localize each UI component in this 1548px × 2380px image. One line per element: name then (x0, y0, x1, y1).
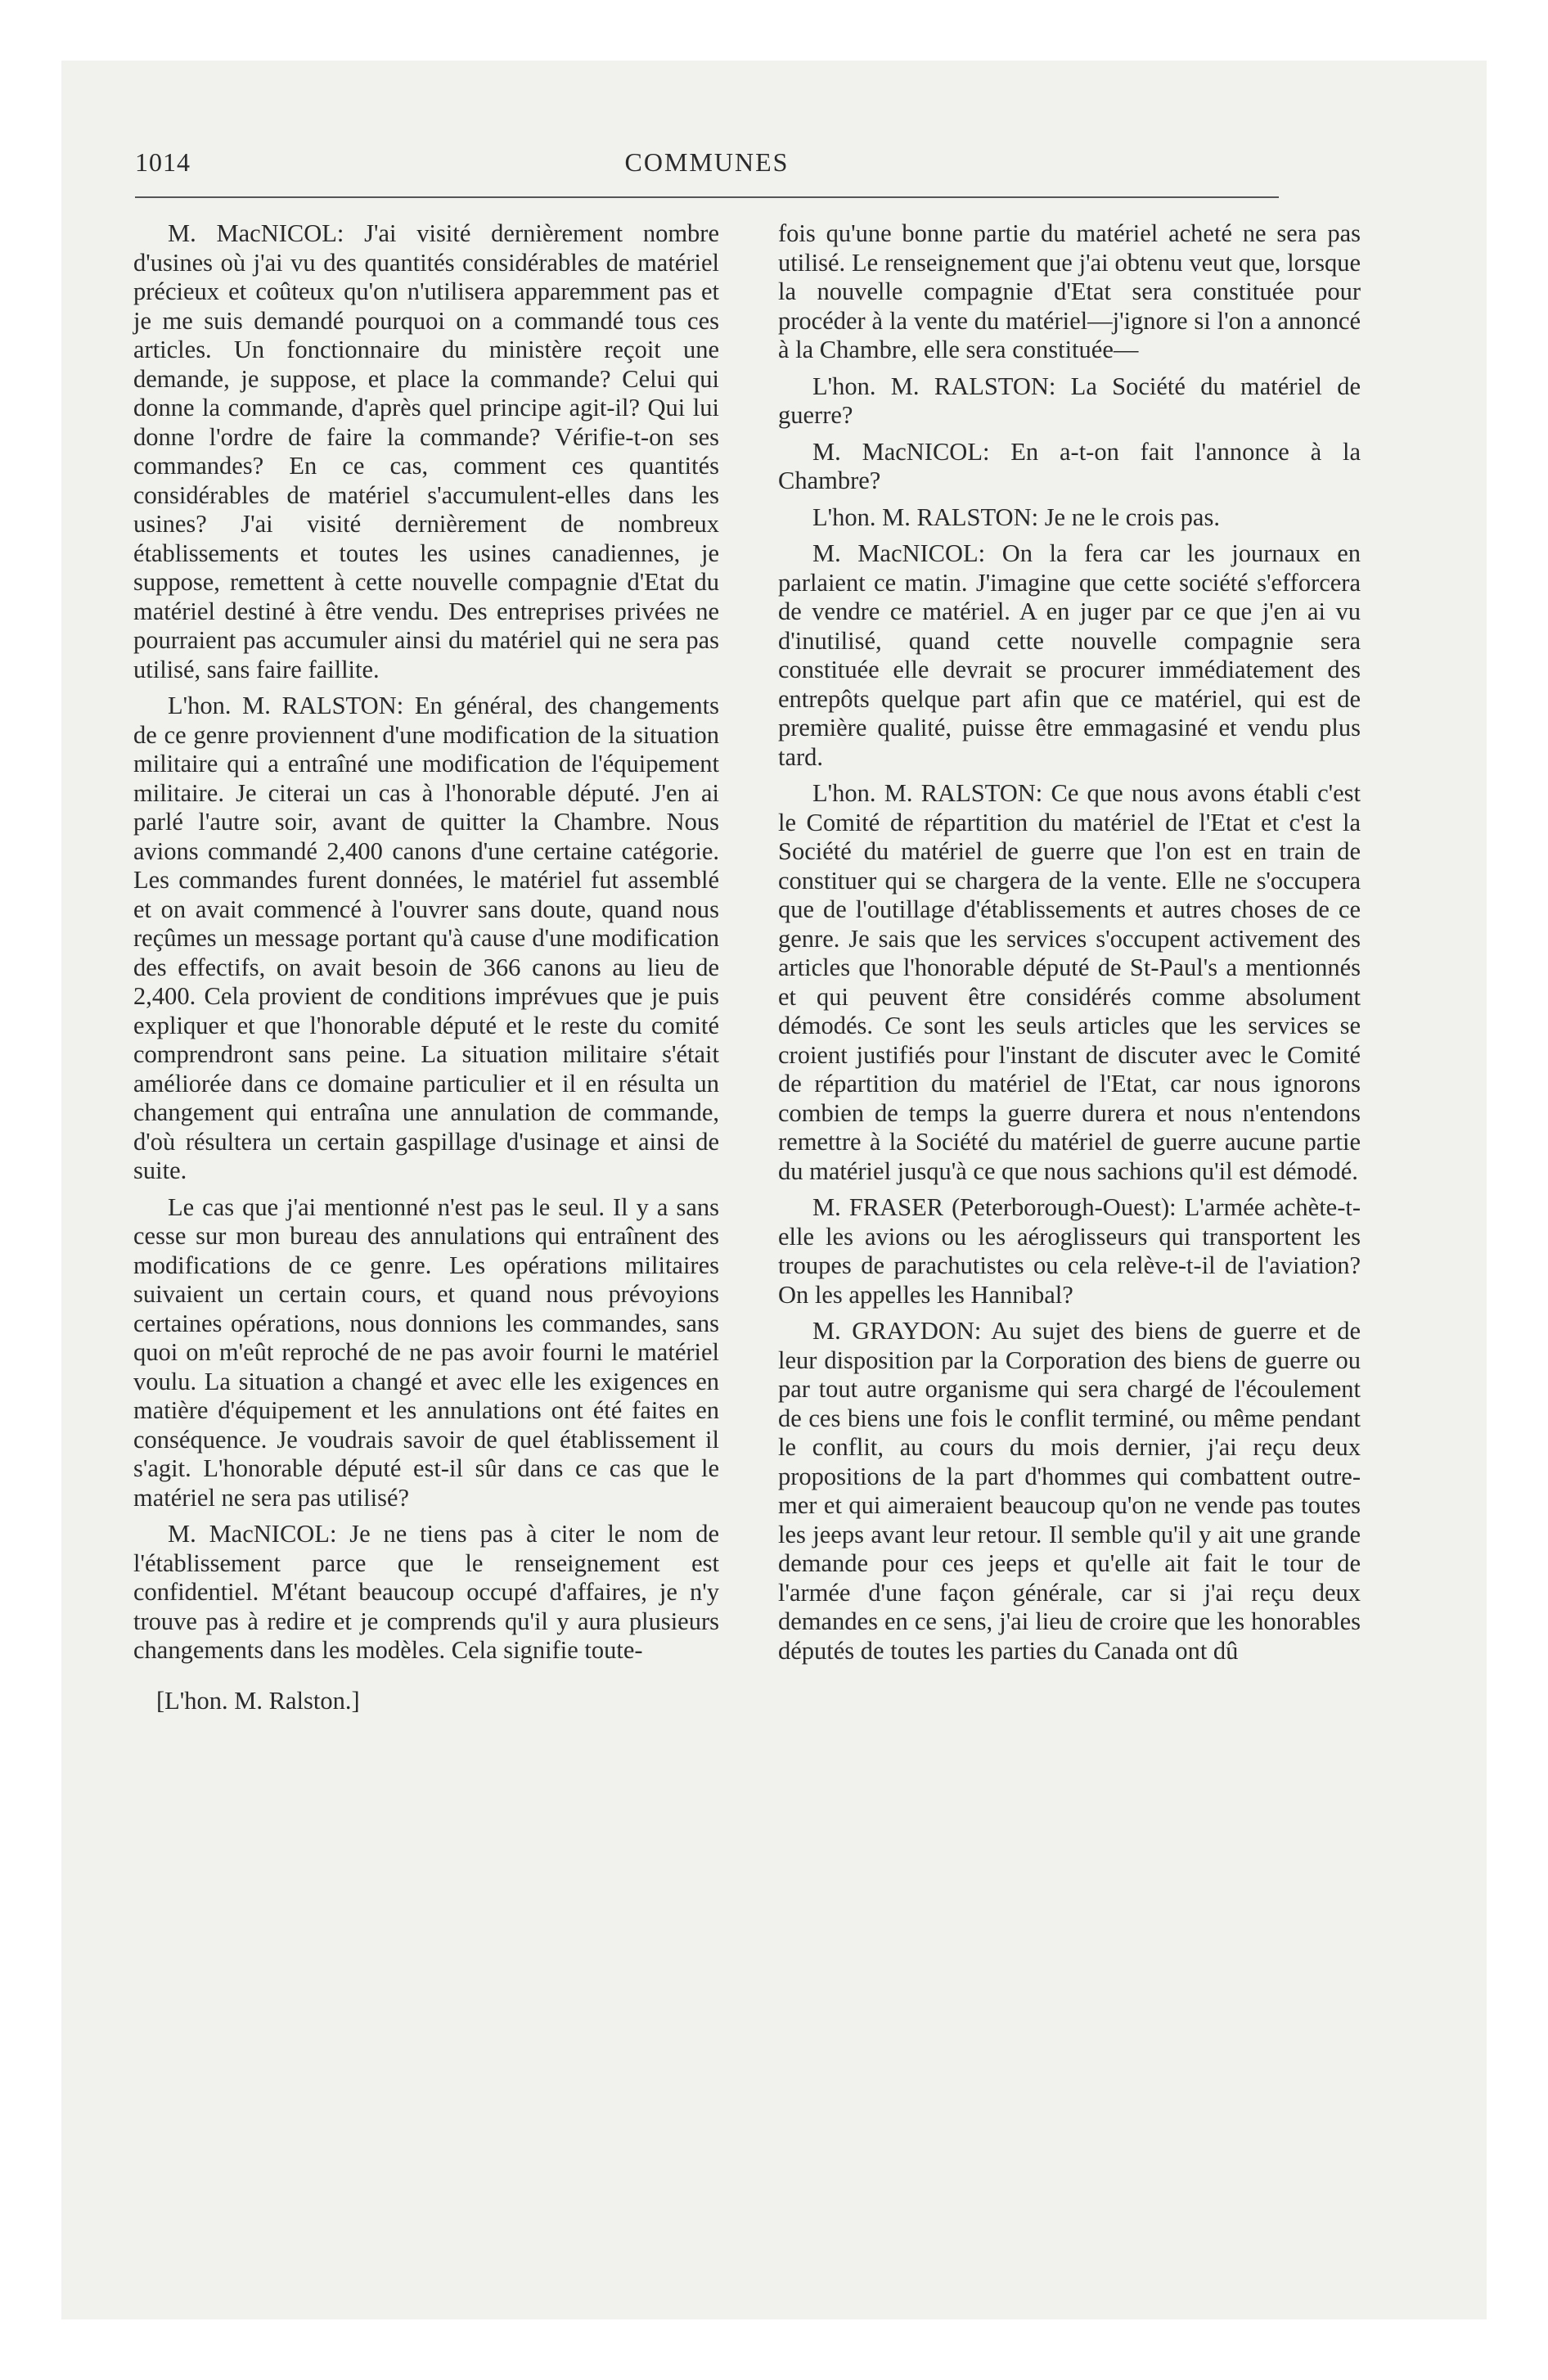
paragraph: L'hon. M. RALSTON: En général, des changements de ce genre proviennent d'une modification de la situation militaire qui a entraîné une modification de l'équipement militaire. Je citerai un cas à l'honorable député. J'en ai parlé l'autre soir, avant de quitter la Chambre. Nous avions commandé 2,400 canons d'une certaine catégorie. Les commandes furent données, le matériel fut assemblé et on avait commencé à l'ouvrer sans doute, quand nous reçûmes un message portant qu'à cause d'une modification des effectifs, on avait besoin de 366 canons au lieu de 2,400. Cela provient de conditions imprévues que je puis expliquer et que l'honorable député et le reste du comité comprendront sans peine. La situation militaire s'était améliorée dans ce domaine particulier et il en résulta un changement qui entraîna une annulation de commande, d'où résultera un certain gaspillage d'usinage et ainsi de suite. (133, 692, 719, 1184)
page-number: 1014 (135, 147, 191, 177)
paragraph: L'hon. M. RALSTON: La Société du matériel de guerre? (778, 372, 1361, 429)
page-title: COMMUNES (624, 147, 790, 177)
paragraph: M. MacNICOL: Je ne tiens pas à citer le nom de l'établissement parce que le renseignement est confidentiel. M'étant beaucoup occupé d'affaires, je n'y trouve pas à redire et je comprends qu'il y aura plusieurs changements dans les modèles. Cela signifie toute- (133, 1520, 719, 1664)
paragraph: M. MacNICOL: On la fera car les journaux en parlaient ce matin. J'imagine que cette société s'efforcera de vendre ce matériel. A en juger par ce que j'en ai vu d'inutilisé, quand cette nouvelle compagnie sera constituée elle devrait se procurer immédiatement des entrepôts quelque part afin que ce matériel, qui est de première qualité, puisse être emmagasiné et vendu plus tard. (778, 539, 1361, 771)
paragraph-continuation: fois qu'une bonne partie du matériel acheté ne sera pas utilisé. Le renseignement que j'ai obtenu veut que, lorsque la nouvelle compagnie d'Etat sera constituée pour procéder à la vente du matériel—j'ignore si l'on a annoncé à la Chambre, elle sera constituée— (778, 219, 1361, 363)
paragraph: M. FRASER (Peterborough-Ouest): L'armée achète-t-elle les avions ou les aéroglisseurs qui transportent les troupes de parachutistes ou cela relève-t-il de l'aviation? On les appelles les Hannibal? (778, 1193, 1361, 1309)
paragraph: L'hon. M. RALSTON: Ce que nous avons établi c'est le Comité de répartition du matériel de l'Etat et c'est la Société du matériel de guerre que l'on est en train de constituer qui se chargera de la vente. Elle ne s'occupera que de l'outillage d'établissements et autres choses de ce genre. Je sais que les services s'occupent activement des articles que l'honorable député de St-Paul's a mentionnés et qui peuvent être considérés comme absolument démodés. Ce sont les seuls articles que les services se croient justifiés pour l'instant de discuter avec le Comité de répartition du matériel de l'Etat, car nous ignorons combien de temps la guerre durera et nous n'entendons remettre à la Société du matériel de guerre aucune partie du matériel jusqu'à ce que nous sachions qu'il est démodé. (778, 779, 1361, 1185)
paragraph: M. MacNICOL: J'ai visité dernièrement nombre d'usines où j'ai vu des quantités considérables de matériel précieux et coûteux qu'on n'utilisera apparemment pas et je me suis demandé pourquoi on a commandé tous ces articles. Un fonctionnaire du ministère reçoit une demande, je suppose, et place la commande? Celui qui donne la commande, d'après quel principe agit-il? Qui lui donne l'ordre de faire la commande? Vérifie-t-on ses commandes? En ce cas, comment ces quantités considérables de matériel s'accumulent-elles dans les usines? J'ai visité dernièrement de nombreux établissements et toutes les usines canadiennes, je suppose, remettent à cette nouvelle compagnie d'Etat du matériel destiné à être vendu. Des entreprises privées ne pourraient pas accumuler ainsi du matériel qui ne sera pas utilisé, sans faire faillite. (133, 219, 719, 683)
header-rule (135, 196, 1279, 198)
page-header (135, 147, 1279, 180)
speaker-footnote: [L'hon. M. Ralston.] (156, 1686, 360, 1715)
paragraph: Le cas que j'ai mentionné n'est pas le seul. Il y a sans cesse sur mon bureau des annulations qui entraînent des modifications de ce genre. Les opérations militaires suivaient un certain cours, et quand nous prévoyions certaines opérations, nous donnions les commandes, sans quoi on m'eût reproché de ne pas avoir fourni le matériel voulu. La situation a changé et avec elle les exigences en matière d'équipement et les annulations ont été faites en conséquence. Je voudrais savoir de quel établissement il s'agit. L'honorable député est-il sûr dans ce cas que le matériel ne sera pas utilisé? (133, 1192, 719, 1512)
paragraph: M. GRAYDON: Au sujet des biens de guerre et de leur disposition par la Corporation des biens de guerre ou par tout autre organisme qui sera chargé de l'écoulement de ces biens une fois le conflit terminé, ou même pendant le conflit, au cours du mois dernier, j'ai reçu deux propositions de la part d'hommes qui combattent outre-mer et qui aimeraient beaucoup qu'on ne vende pas toutes les jeeps avant leur retour. Il semble qu'il y ait une grande demande pour ces jeeps et qu'elle ait fait le tour de l'armée d'une façon générale, car si j'ai reçu deux demandes en ce sens, j'ai lieu de croire que les honorables députés de toutes les parties du Canada ont dû (778, 1317, 1361, 1665)
left-column (133, 219, 719, 1723)
paragraph: L'hon. M. RALSTON: Je ne le crois pas. (812, 503, 1220, 531)
paragraph: M. MacNICOL: En a-t-on fait l'annonce à la Chambre? (778, 437, 1361, 494)
right-column (778, 219, 1361, 1673)
